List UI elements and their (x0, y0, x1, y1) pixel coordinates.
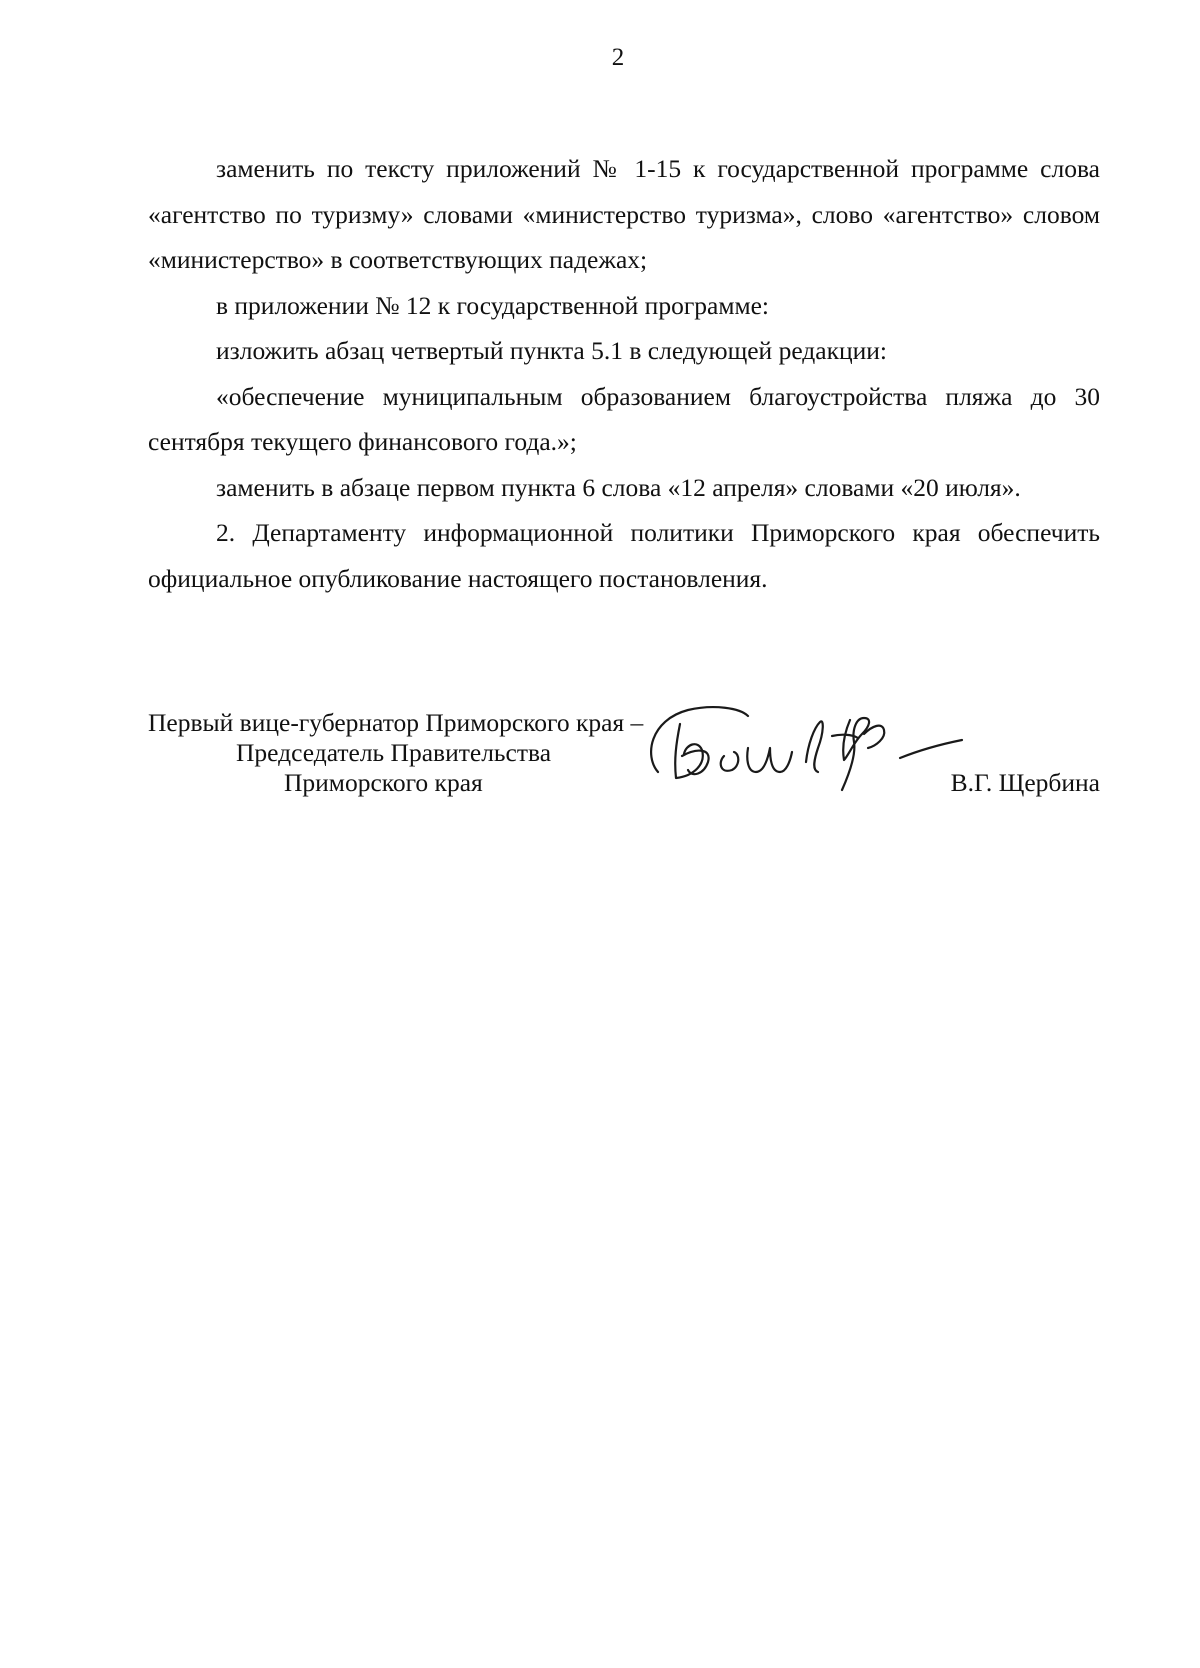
handwritten-signature (636, 698, 966, 808)
document-body (148, 146, 1100, 601)
page-number: 2 (611, 44, 625, 71)
signature-block (148, 708, 1108, 828)
signatory-title-line-2: Председатель Правительства (236, 738, 552, 767)
signatory-title-line-3: Приморского края (284, 768, 483, 797)
paragraph-replace-dates: заменить в абзаце первом пункта 6 слова «12 апреля» словами «20 июля». (216, 472, 1021, 502)
paragraph-quoted-clause: «обеспечение муниципальным образованием благоустройства пляжа до 30 сентября текущего финансового года.»; (148, 381, 1100, 456)
paragraph-restate-clause: изложить абзац четвертый пункта 5.1 в следующей редакции: (216, 336, 888, 365)
paragraph-publication: 2. Департаменту информационной политики Приморского края обеспечить официальное опубликование настоящего постановления. (148, 518, 1100, 593)
signatory-title-line-1: Первый вице-губернатор Приморского края – (148, 708, 644, 737)
paragraph-appendix-12: в приложении № 12 к государственной программе: (216, 290, 770, 320)
paragraph-replace-wording: заменить по тексту приложений № 1-15 к государственной программе слова «агентство по туризму» словами «министерство туризма», слово «агентство» словом «министерство» в соответствующих падежах; (148, 154, 1100, 274)
signatory-name: В.Г. Щербина (950, 768, 1100, 797)
